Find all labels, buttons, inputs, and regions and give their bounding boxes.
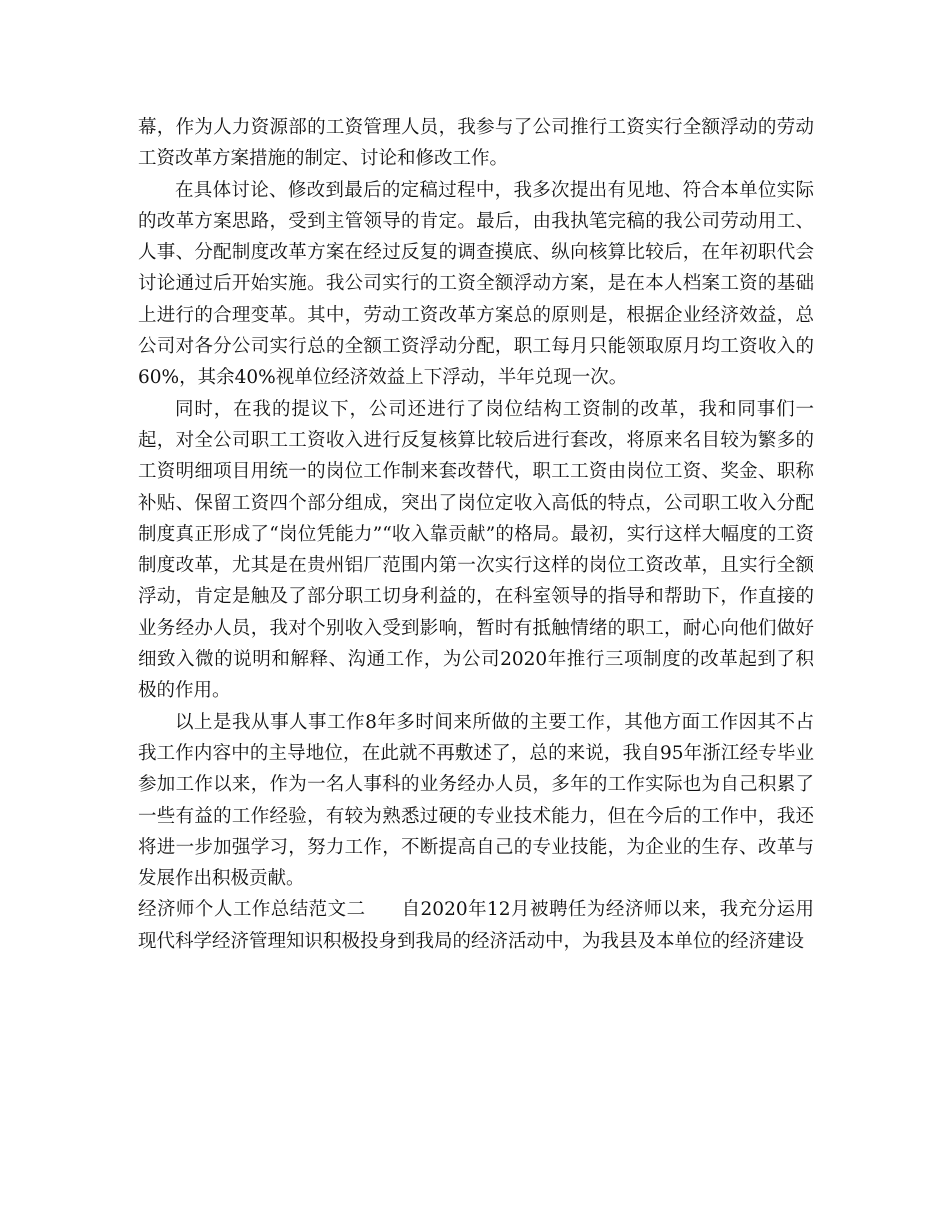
document-body (138, 112, 814, 957)
paragraph-3: 同时，在我的提议下，公司还进行了岗位结构工资制的改革，我和同事们一起，对全公司职工工资收入进行反复核算比较后进行套改，将原来名目较为繁多的工资明细项目用统一的岗位工作制来套改替代，职工工资由岗位工资、奖金、职称补贴、保留工资四个部分组成，突出了岗位定收入高低的特点，公司职工收入分配制度真正形成了“岗位凭能力”“收入靠贡献”的格局。最初，实行这样大幅度的工资制度改革，尤其是在贵州铝厂范围内第一次实行这样的岗位工资改革，且实行全额浮动，肯定是触及了部分职工切身利益的，在科室领导的指导和帮助下，作直接的业务经办人员，我对个别收入受到影响，暂时有抵触情绪的职工，耐心向他们做好细致入微的说明和解释、沟通工作，为公司2020年推行三项制度的改革起到了积极的作用。 (138, 398, 814, 702)
section-text: 自2020年12月被聘任为经济师以来，我充分运用现代科学经济管理知识积极投身到我局的经济活动中，为我县及本单位的经济建设 (138, 899, 814, 952)
section-paragraph (138, 894, 814, 957)
paragraph-4: 以上是我从事人事工作8年多时间来所做的主要工作，其他方面工作因其不占我工作内容中的主导地位，在此就不再敷述了，总的来说，我自95年浙江经专毕业参加工作以来，作为一名人事科的业务经办人员，多年的工作实际也为自己积累了一些有益的工作经验，有较为熟悉过硬的专业技术能力，但在今后的工作中，我还将进一步加强学习，努力工作，不断提高自己的专业技能，为企业的生存、改革与发展作出积极贡献。 (138, 711, 814, 890)
paragraph-1: 幕，作为人力资源部的工资管理人员，我参与了公司推行工资实行全额浮动的劳动工资改革方案措施的制定、讨论和修改工作。 (138, 117, 814, 170)
section-title: 经济师个人工作总结范文二 (138, 899, 366, 921)
paragraph-2: 在具体讨论、修改到最后的定稿过程中，我多次提出有见地、符合本单位实际的改革方案思路，受到主管领导的肯定。最后，由我执笔完稿的我公司劳动用工、人事、分配制度改革方案在经过反复的调查摸底、纵向核算比较后，在年初职代会讨论通过后开始实施。我公司实行的工资全额浮动方案，是在本人档案工资的基础上进行的合理变革。其中，劳动工资改革方案总的原则是，根据企业经济效益，总公司对各分公司实行总的全额工资浮动分配，职工每月只能领取原月均工资收入的60%，其余40%视单位经济效益上下浮动，半年兑现一次。 (138, 179, 814, 389)
